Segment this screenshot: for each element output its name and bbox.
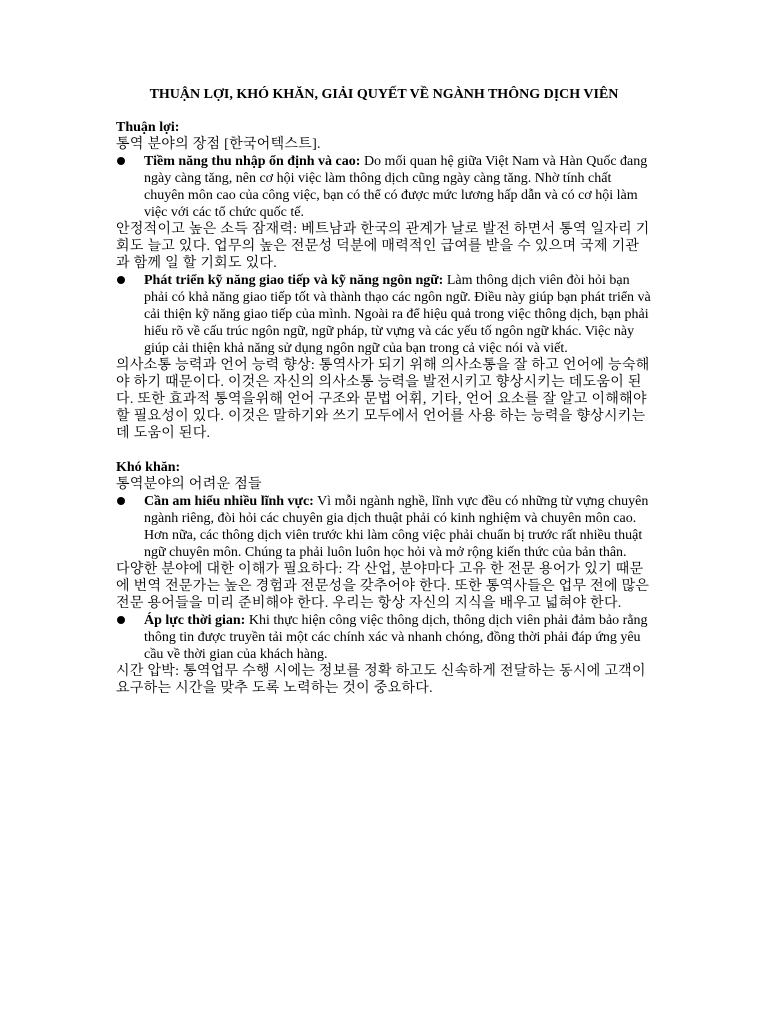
korean-translation: 시간 압박: 통역업무 수행 시에는 정보를 정확 하고도 신속하게 전달하는 동시에 고객이 요구하는 시간을 맞추 도록 노력하는 것이 중요하다. (116, 664, 646, 696)
document-title: THUẬN LỢI, KHÓ KHĂN, GIẢI QUYẾT VỀ NGÀNH THÔNG DỊCH VIÊN (149, 87, 619, 102)
advantages-heading: Thuận lợi: (116, 120, 180, 135)
section-spacer (116, 442, 652, 459)
difficulties-korean-heading: 통역분야의 어려운 점들 (116, 477, 262, 492)
advantages-korean-heading: 통역 분야의 장점 [한국어텍스트]. (116, 137, 321, 152)
bullet-item-income (116, 153, 652, 221)
bullet-text: Khi thực hiện công việc thông dịch, thông dịch viên phải đảm bảo rằng thông tin được truyền tải một các chính xác và nhanh chóng, đồng thời phải đáp ứng yêu cầu về thời gian của khách hàng. (144, 613, 648, 662)
bullet-dot-icon (117, 616, 125, 624)
bullet-item-time-pressure (116, 612, 652, 663)
bullet-item-communication (116, 272, 652, 357)
bullet-text: Làm thông dịch viên đòi hỏi bạn phải có khả năng giao tiếp tốt và thành thạo các ngôn ngữ. Điều này giúp bạn phát triển và cải thiện kỹ năng giao tiếp của mình. Ngoài ra để hiệu quả trong việc thông dịch, bạn phải hiểu rõ về cấu trúc ngôn ngữ, ngữ pháp, từ vựng và các yếu tố ngôn ngữ khác. Việc này giúp cải thiện khả năng sử dụng ngôn ngữ của bạn trong cả việc nói và viết. (144, 273, 651, 356)
bullet-label: Áp lực thời gian: (144, 613, 246, 628)
bullet-label: Cần am hiểu nhiều lĩnh vực: (144, 494, 314, 509)
bullet-text: Vì mỗi ngành nghề, lĩnh vực đều có những từ vựng chuyên ngành riêng, đòi hỏi các chuyên gia dịch thuật phải có kinh nghiệm và chuyên môn cao. Hơn nữa, các thông dịch viên trước khi làm công việc phải chuẩn bị trước rất nhiều thuật ngữ chuyên môn. Chúng ta phải luôn luôn học hỏi và mở rộng kiến thức của bản thân. (144, 494, 649, 560)
bullet-item-knowledge (116, 493, 652, 561)
bullet-dot-icon (117, 497, 125, 505)
difficulties-heading: Khó khăn: (116, 460, 181, 475)
korean-translation: 의사소통 능력과 언어 능력 향상: 통역사가 되기 위해 의사소통을 잘 하고 언어에 능숙해야 하기 때문이다. 이것은 자신의 의사소통 능력을 발전시키고 향상시키는 데도움이 된다. 또한 효과적 통역을위해 언어 구조와 문법 어휘, 기타, 언어 요소를 잘 알고 이해해야 할 필요성이 있다. 이것은 말하기와 쓰기 모두에서 언어를 사용 하는 능력을 향상시키는 데 도움이 된다. (116, 358, 650, 441)
korean-translation: 다양한 분야에 대한 이해가 필요하다: 각 산업, 분야마다 고유 한 전문 용어가 있기 때문에 번역 전문가는 높은 경험과 전문성을 갖추어야 한다. 또한 통역사들은 업무 전에 많은 전문 용어들을 미리 준비해야 한다. 우리는 항상 자신의 지식을 배우고 넓혀야 한다. (116, 562, 650, 611)
korean-translation: 안정적이고 높은 소득 잠재력: 베트남과 한국의 관계가 날로 발전 하면서 통역 일자리 기회도 늘고 있다. 업무의 높은 전문성 덕분에 매력적인 급여를 받을 수 있으며 국제 기관과 함께 일 할 기회도 있다. (116, 222, 650, 271)
bullet-dot-icon (117, 157, 125, 165)
bullet-label: Tiềm năng thu nhập ổn định và cao: (144, 154, 361, 169)
document-page (116, 86, 652, 697)
bullet-dot-icon (117, 276, 125, 284)
bullet-label: Phát triển kỹ năng giao tiếp và kỹ năng ngôn ngữ: (144, 273, 444, 288)
bullet-text: Do mối quan hệ giữa Việt Nam và Hàn Quốc đang ngày càng tăng, nên cơ hội việc làm thông dịch cũng ngày càng tăng. Nhờ tính chất chuyên môn cao của công việc, bạn có thể có được mức lương hấp dẫn và có cơ hội làm việc với các tổ chức quốc tế. (144, 154, 648, 220)
